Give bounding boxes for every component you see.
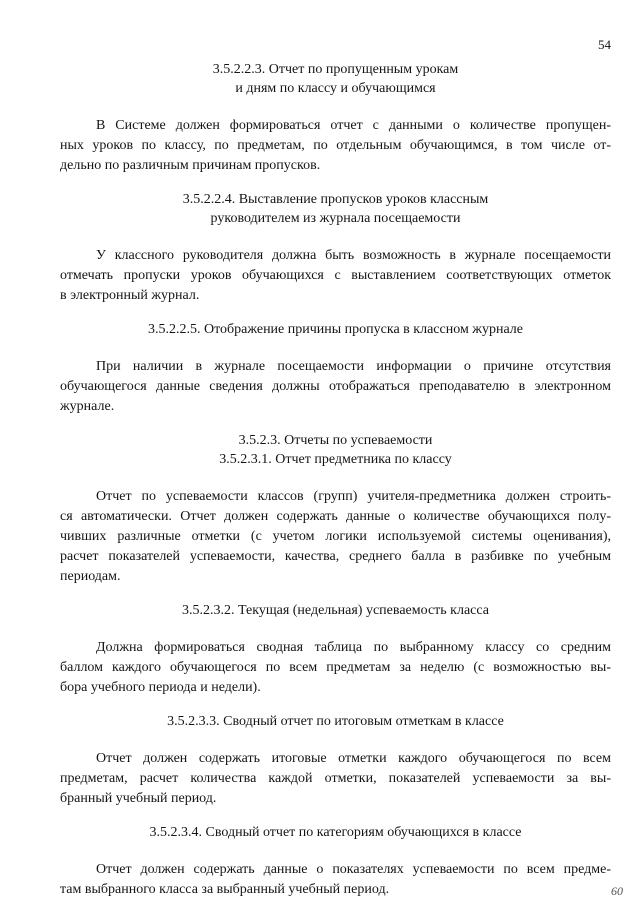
section-paragraph: Отчет должен содержать данные о показателях успеваемости по всем предме- там выбранного класса за выбранный учебный период. (60, 862, 611, 897)
section-paragraph: Отчет по успеваемости классов (групп) учителя-предметника должен строить- ся автоматически. Отчет должен содержать данные о количестве обучающихся полу- чивших различные отметки (с учетом логики используемой системы оценивания), расчет показателей успеваемости, качества, среднего балла в разбивке по учебным периодам. (60, 489, 611, 584)
section-paragraph: Должна формироваться сводная таблица по выбранному классу со средним баллом каждого обучающегося по всем предметам за неделю (с возможностью вы- бора учебного периода и недели). (60, 640, 611, 695)
section-paragraph: Отчет должен содержать итоговые отметки каждого обучающегося по всем предметам, расчет количества каждой отметки, показателей успеваемости за вы- бранный учебный период. (60, 751, 611, 806)
section (60, 823, 611, 900)
section-paragraph: У классного руководителя должна быть возможность в журнале посещаемости отмечать пропуски уроков обучающихся с выставлением соответствующих отметок в электронный журнал. (60, 248, 611, 303)
page-number: 54 (598, 37, 611, 52)
section-heading: 3.5.2.3.2. Текущая (недельная) успеваемость класса (182, 603, 489, 618)
handwritten-mark: 60 (611, 884, 623, 898)
section-heading: 3.5.2.3. Отчеты по успеваемости 3.5.2.3.1. Отчет предметника по классу (219, 433, 452, 467)
section (60, 320, 611, 417)
section (60, 190, 611, 306)
section (60, 431, 611, 587)
section-heading: 3.5.2.2.3. Отчет по пропущенным урокам и дням по классу и обучающимся (212, 62, 459, 96)
section-paragraph: При наличии в журнале посещаемости информации о причине отсутствия обучающегося данные сведения должны отображаться преподавателю в электронном журнале. (60, 359, 611, 414)
section-paragraph: В Системе должен формироваться отчет с данными о количестве пропущен- ных уроков по классу, по предметам, по отдельным обучающимся, в том числе от- дельно по различным причинам пропусков. (60, 118, 611, 173)
section (60, 601, 611, 698)
section (60, 712, 611, 809)
section-heading: 3.5.2.2.4. Выставление пропусков уроков классным руководителем из журнала посещаемости (182, 192, 489, 226)
section (60, 60, 611, 176)
document-body (60, 60, 611, 900)
section-heading: 3.5.2.3.3. Сводный отчет по итоговым отметкам в классе (167, 714, 504, 729)
section-heading: 3.5.2.3.4. Сводный отчет по категориям обучающихся в классе (149, 825, 522, 840)
section-heading: 3.5.2.2.5. Отображение причины пропуска в классном журнале (147, 322, 524, 337)
